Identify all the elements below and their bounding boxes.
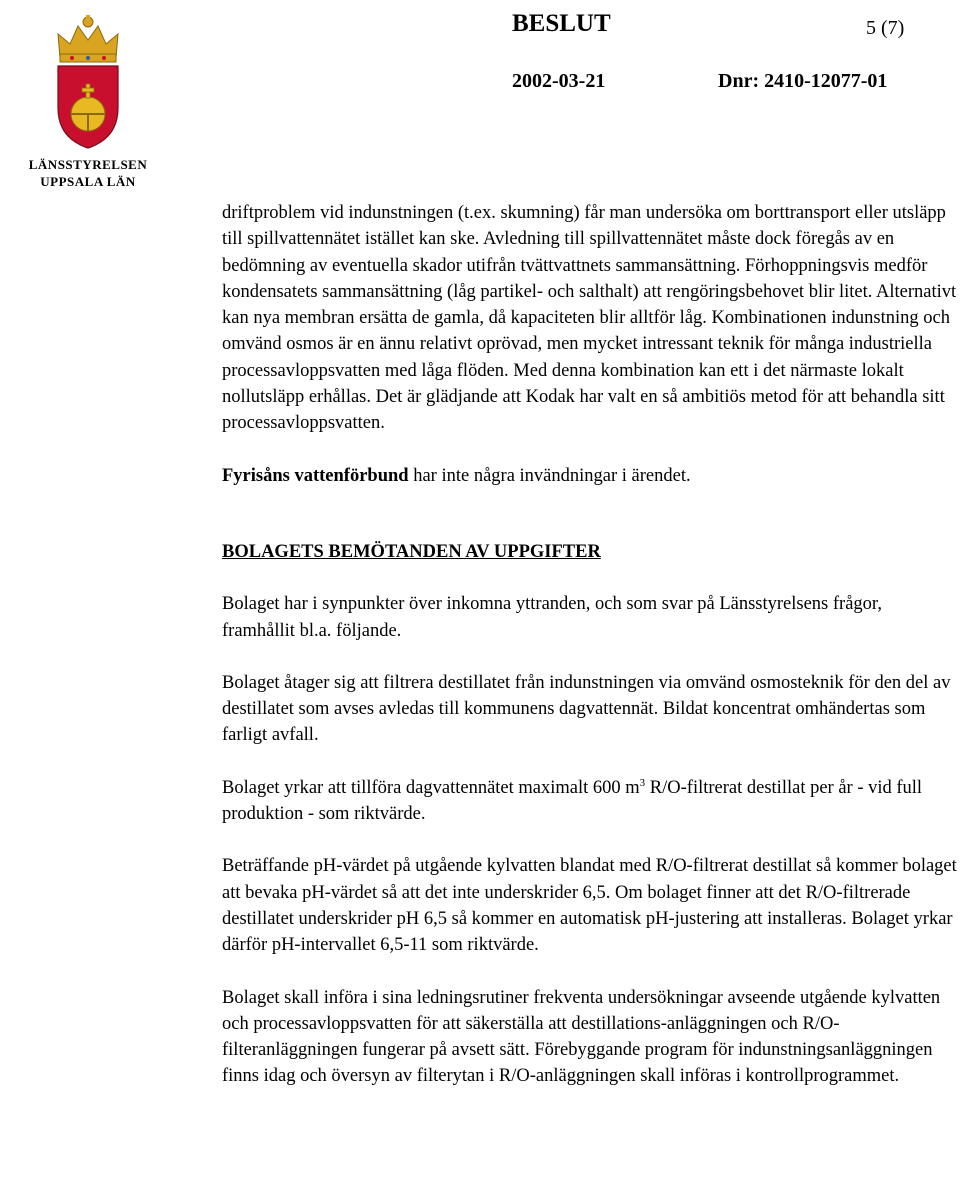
coat-of-arms-icon xyxy=(52,12,124,152)
document-body xyxy=(222,200,958,1090)
organization-name: Fyrisåns vattenförbund xyxy=(222,465,409,486)
paragraph-fyrisan-text: har inte några invändningar i ärendet. xyxy=(408,465,691,486)
paragraph-ph: Beträffande pH-värdet på utgående kylvatten blandat med R/O-filtrerat destillat så kommer bolaget att bevaka pH-värdet så att det inte underskrider 6,5. Om bolaget finner att det R/O-filtrerade destillatet underskrider pH 6,5 så kommer en automatisk pH-justering att installeras. Bolaget yrkar därför pH-intervallet 6,5-11 som riktvärde. xyxy=(222,856,957,956)
volume-text-b: R/O-filtrerat destillat per år - vid full produktion - som riktvärde. xyxy=(222,777,923,825)
paragraph-continuation: driftproblem vid indunstningen (t.ex. skumning) får man undersöka om borttransport eller utsläpp till spillvattennätet istället kan ske. Avledning till spillvattennätet måste dock föregås av en bedömning av eventuella skador utifrån tvättvattnets sammansättning. Förhoppningsvis medför kondensatets sammansättning (låg partikel- och salthalt) att rengöringsbehovet blir litet. Alternativt kan nya membran ersätta de gamla, då kapaciteten blir alltför låg. Kombinationen indunstning och omvänd osmos är en ännu relativt oprövad, men mycket intressant teknik för många industriella processavloppsvatten med låga flöden. Med denna kombination kan ett i det närmaste lokalt nollutsläpp erhållas. Det är glädjande att Kodak har valt en så ambitiös metod för att behandla sitt processavloppsvatten. xyxy=(222,203,957,434)
volume-exponent: 3 xyxy=(639,776,646,789)
agency-logo xyxy=(18,12,158,192)
case-number: Dnr: 2410-12077-01 xyxy=(718,70,888,92)
volume-text-a: Bolaget yrkar att tillföra dagvattennätet maximalt 600 m xyxy=(222,777,640,798)
document-date: 2002-03-21 xyxy=(512,70,606,92)
paragraph-filtration: Bolaget åtager sig att filtrera destillatet från indunstningen via omvänd osmosteknik för den del av destillatet som avses avledas till kommunens dagvattennät. Bildat koncentrat omhändertas som farligt avfall. xyxy=(222,672,951,746)
paragraph-volume xyxy=(222,775,958,828)
section-heading: BOLAGETS BEMÖTANDEN AV UPPGIFTER xyxy=(222,541,601,562)
paragraph-fyrisan xyxy=(222,463,958,489)
org-name-line1: LÄNSSTYRELSEN xyxy=(28,157,148,172)
org-name-line2: UPPSALA LÄN xyxy=(40,174,136,189)
document-type: BESLUT xyxy=(512,10,611,37)
page-number: 5 (7) xyxy=(866,17,905,39)
paragraph-routines: Bolaget skall införa i sina ledningsrutiner frekventa undersökningar avseende utgående kylvatten och processavloppsvatten för att säkerställa att destillations-anläggningen och R/O-filteranläggningen fungerar på avsett sätt. Förebyggande program för indunstningsanläggningen finns idag och översyn av filterytan i R/O-anläggningen skall införas i kontrollprogrammet. xyxy=(222,987,941,1087)
paragraph-intro: Bolaget har i synpunkter över inkomna yttranden, och som svar på Länsstyrelsens frågor, framhållit bl.a. följande. xyxy=(222,594,882,641)
